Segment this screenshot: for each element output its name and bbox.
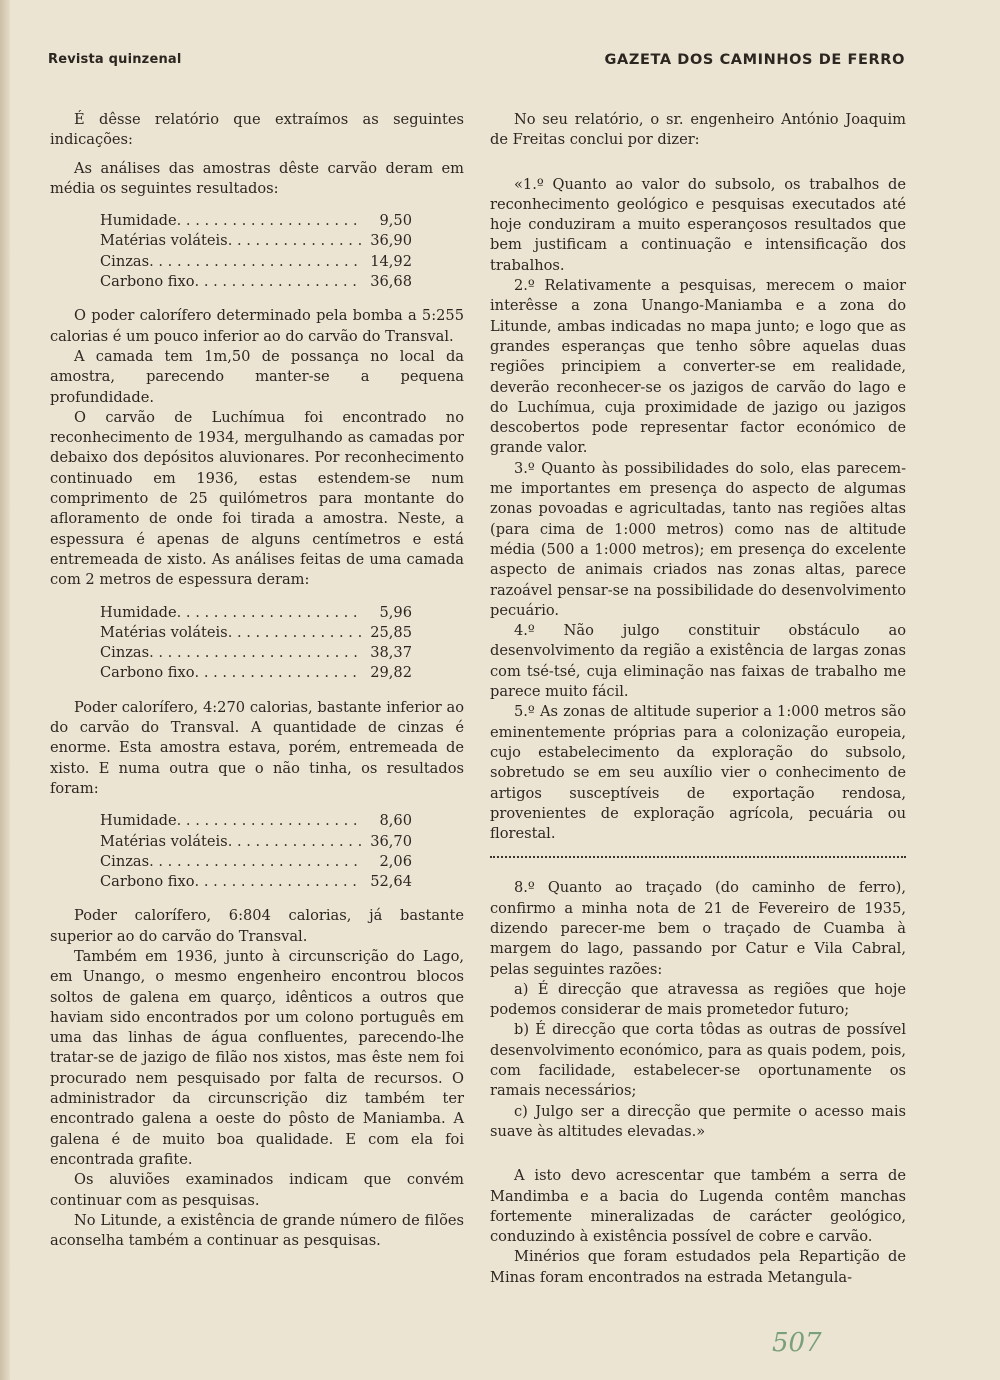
row-label: Carbono fixo: [100, 664, 195, 682]
quote-paragraph: 5.º As zonas de altitude superior a 1:000 metros são eminentemente próprias para a colonização europeia, cujo estabelecimento da exploração do subsolo, sobretudo se em seu auxílio vier o conhecimento de artigos susceptíveis de exportação rendosa, provenientes de exploração agrícola, pecuária ou florestal.: [490, 703, 906, 843]
table-row: [100, 643, 412, 663]
table-row: [100, 211, 412, 231]
row-value: 5,96: [379, 603, 412, 621]
quote-paragraph: a) É direcção que atravessa as regiões que hoje podemos considerar de mais prometedor futuro;: [490, 980, 906, 1019]
row-label: Carbono fixo: [100, 873, 195, 891]
table-row: [100, 252, 412, 272]
running-header: [48, 52, 905, 76]
paragraph: O poder calorífero determinado pela bomba a 5:255 calorias é um pouco inferior ao do carvão do Transval.: [50, 307, 464, 345]
left-column: [50, 110, 464, 1251]
row-value: 8,60: [379, 812, 412, 830]
row-label: Humidade: [100, 603, 177, 621]
quote-paragraph: 3.º Quanto às possibilidades do solo, elas parecem-me importantes em presença do aspecto de algumas zonas povoadas e agricultadas, tanto nas regiões altas (para cima de 1:000 metros) como nas de altitude média (500 a 1:000 metros); em presença do excelente aspecto de animais criados nas zonas altas, parece razoável pensar-se na possibilidade do desenvolvimento pecuário.: [490, 459, 906, 619]
row-value: 52,64: [370, 873, 412, 891]
quote-paragraph: «1.º Quanto ao valor do subsolo, os trabalhos de reconhecimento geológico e pesquisas executados até hoje conduziram a muito esperançosos resultados que bem justificam a continuação e intensificação dos trabalhos.: [490, 175, 906, 274]
row-value: 29,82: [370, 664, 412, 682]
row-value: 9,50: [379, 212, 412, 230]
quote-paragraph: b) É direcção que corta tôdas as outras de possível desenvolvimento económico, para as quais podem, pois, com facilidade, estabelecer-se oportunamente os ramais necessários;: [490, 1021, 906, 1100]
row-value: 14,92: [370, 252, 412, 270]
row-label: Cinzas: [100, 644, 150, 662]
quote-paragraph: 2.º Relativamente a pesquisas, merecem o maior interêsse a zona Unango-Maniamba e a zona do Litunde, ambas indicadas no mapa junto; e logo que as grandes esperanças que tenho sôbre aquelas duas regiões principiem a converter-se em realidade, deverão reconhecer-se os jazigos de carvão do lago e do Luchímua, cuja proximidade de jazigo ou jazigos descobertos pode representar factor económico de grande valor.: [490, 277, 906, 457]
row-value: 36,68: [370, 273, 412, 291]
quote-paragraph: c) Julgo ser a direcção que permite o acesso mais suave às altitudes elevadas.»: [490, 1102, 906, 1140]
paragraph: A isto devo acrescentar que também a serra de Mandimba e a bacia do Lugenda contêm manchas fortemente mineralizadas de carácter geológico, conduzindo à existência possível de cobre e carvão.: [490, 1167, 906, 1246]
table-row: [100, 272, 412, 292]
table-row: [100, 623, 412, 643]
paragraph: O carvão de Luchímua foi encontrado no reconhecimento de 1934, mergulhando as camadas por debaixo dos depósitos aluvionares. Por reconhecimento continuado em 1936, estas estendem-se num comprimento de 25 quilómetros para montante do afloramento de onde foi tirada a amostra. Neste, a espessura é apenas de alguns centímetros e está entremeada de xisto. As análises feitas de uma camada com 2 metros de espessura deram:: [50, 408, 464, 589]
row-label: Cinzas: [100, 252, 150, 270]
header-left: Revista quinzenal: [48, 52, 182, 67]
table-row: [100, 811, 412, 831]
paragraph: No seu relatório, o sr. engenheiro António Joaquim de Freitas conclui por dizer:: [490, 111, 906, 149]
row-label: Humidade: [100, 212, 177, 230]
row-label: Matérias voláteis: [100, 623, 228, 641]
paragraph: No Litunde, a existência de grande número de filões aconselha também a continuar as pesquisas.: [50, 1211, 464, 1250]
table-row: [100, 663, 412, 683]
row-label: Matérias voláteis: [100, 832, 228, 850]
row-value: 36,70: [370, 832, 412, 850]
quote-paragraph: 4.º Não julgo constituir obstáculo ao desenvolvimento da região a existência de largas zonas com tsé-tsé, cuja eliminação nas faixas de trabalho me parece muito fácil.: [490, 622, 906, 701]
table-row: [100, 832, 412, 852]
table-row: [100, 603, 412, 623]
table-row: [100, 231, 412, 251]
table-row: [100, 852, 412, 872]
row-label: Cinzas: [100, 852, 150, 870]
row-label: Humidade: [100, 812, 177, 830]
right-column: [490, 110, 906, 1288]
paragraph: As análises das amostras dêste carvão deram em média os seguintes resultados:: [50, 159, 464, 197]
paragraph: É dêsse relatório que extraímos as seguintes indicações:: [50, 111, 464, 149]
quote-paragraph: 8.º Quanto ao traçado (do caminho de ferro), confirmo a minha nota de 21 de Fevereiro de 1935, dizendo parecer-me bem o traçado de Cuamba à margem do lago, passando por Catur e Vila Cabral, pelas seguintes razões:: [490, 879, 906, 978]
table-row: [100, 872, 412, 892]
page-spine: [0, 0, 10, 1380]
dotted-separator: [490, 856, 906, 858]
row-value: 2,06: [379, 852, 412, 870]
paragraph: Poder calorífero, 4:270 calorias, bastante inferior ao do carvão do Transval. A quantidade de cinzas é enorme. Esta amostra estava, porém, entremeada de xisto. E numa outra que o não tinha, os resultados foram:: [50, 698, 464, 797]
row-value: 25,85: [370, 623, 412, 641]
row-label: Matérias voláteis: [100, 232, 228, 250]
analysis-table-3: [100, 811, 412, 892]
paragraph: A camada tem 1m,50 de possança no local da amostra, parecendo manter-se a pequena profundidade.: [50, 347, 464, 406]
paragraph: Minérios que foram estudados pela Repartição de Minas foram encontrados na estrada Metangula-: [490, 1248, 906, 1286]
analysis-table-2: [100, 603, 412, 684]
header-right: GAZETA DOS CAMINHOS DE FERRO: [604, 52, 905, 68]
paragraph: Também em 1936, junto à circunscrição do Lago, em Unango, o mesmo engenheiro encontrou blocos soltos de galena em quarço, idênticos a outros que haviam sido encontrados por um colono português em uma das linhas de água confluentes, parecendo-lhe tratar-se de jazigo de filão nos xistos, mas êste nem foi procurado nem pesquisado por falta de recursos. O administrador da circunscrição diz também ter encontrado galena a oeste do pôsto de Maniamba. A galena é de muito boa qualidade. E com ela foi encontrada grafite.: [50, 947, 464, 1168]
paragraph: Poder calorífero, 6:804 calorias, já bastante superior ao do carvão do Transval.: [50, 907, 464, 945]
row-label: Carbono fixo: [100, 273, 195, 291]
row-value: 36,90: [370, 232, 412, 250]
row-value: 38,37: [370, 644, 412, 662]
page-number: 507: [772, 1328, 822, 1358]
analysis-table-1: [100, 211, 412, 292]
paragraph: Os aluviões examinados indicam que convém continuar com as pesquisas.: [50, 1171, 464, 1209]
